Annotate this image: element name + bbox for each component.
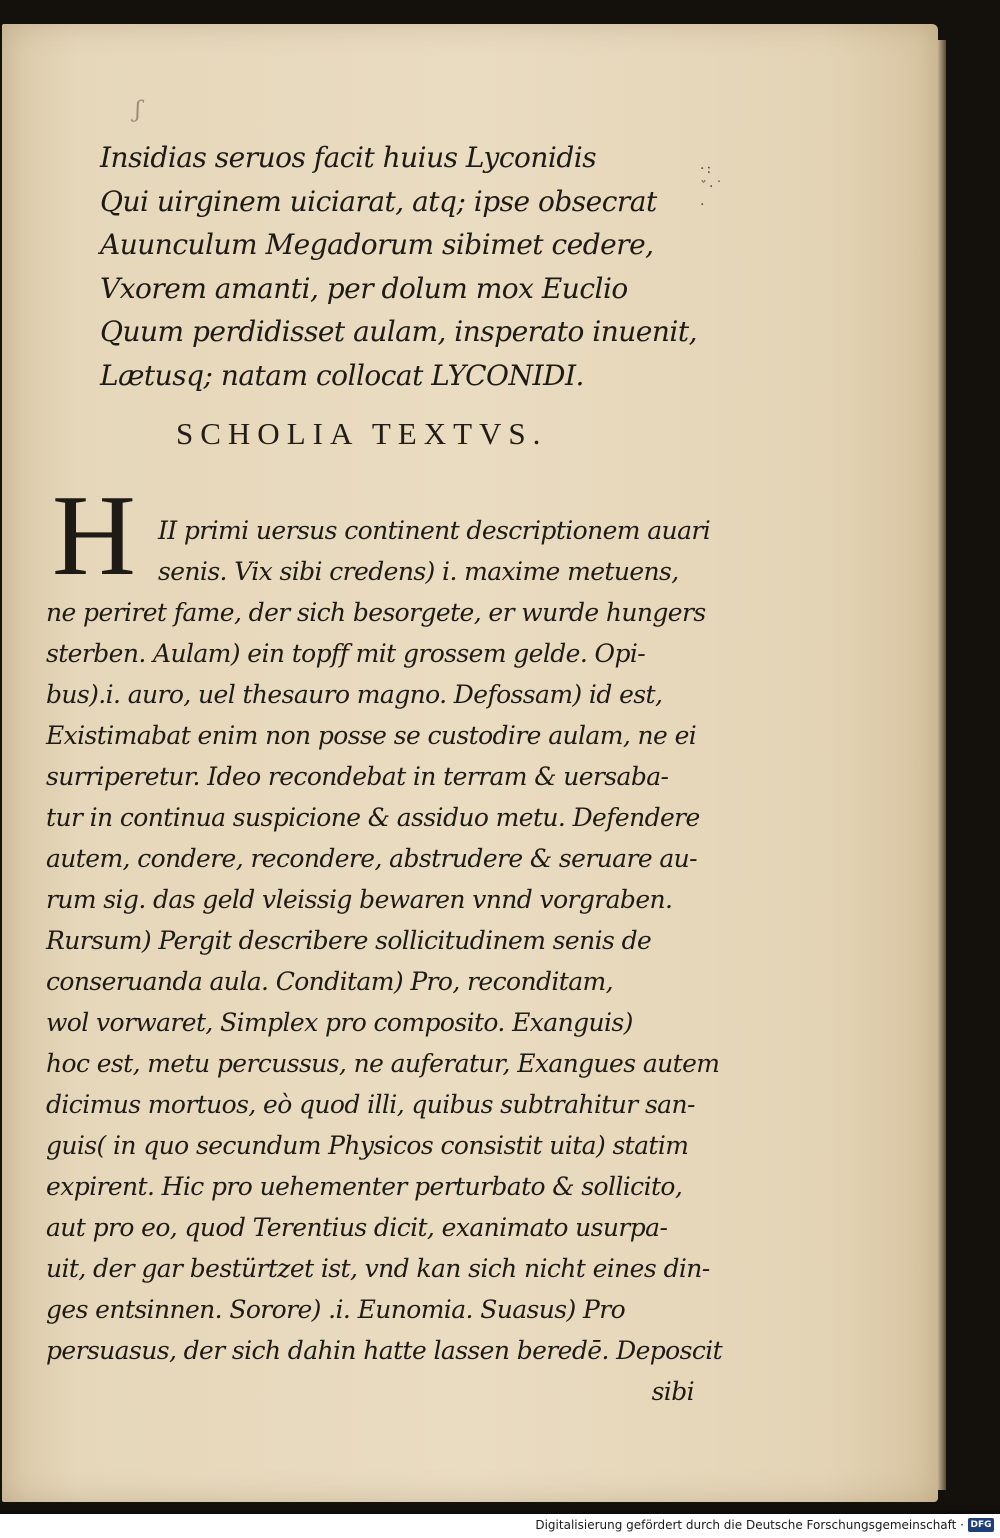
pencil-mark-icon: ʃ	[135, 98, 141, 123]
body-line: wol vorwaret, Simplex pro composito. Exanguis)	[46, 1008, 633, 1037]
argument-line: Vxorem amanti, per dolum mox Euclio	[100, 271, 628, 305]
body-line: dicimus mortuos, eò quod illi, quibus subtrahitur san-	[46, 1090, 695, 1119]
argument-line: Qui uirginem uiciarat, atq; ipse obsecrat	[100, 184, 657, 218]
body-line: conseruanda aula. Conditam) Pro, reconditam,	[46, 967, 613, 996]
argument-line: Quum perdidisset aulam, insperato inuenit,	[100, 315, 697, 348]
page-edge	[938, 40, 946, 1490]
argument-line: Lætusq; natam collocat LYCONIDI.	[100, 358, 584, 392]
body-line: sterben. Aulam) ein topff mit grossem gelde. Opi-	[46, 639, 646, 668]
section-heading: SCHOLIA TEXTVS.	[176, 416, 548, 451]
body-line: Existimabat enim non posse se custodire aulam, ne ei	[46, 721, 697, 750]
body-line: autem, condere, recondere, abstrudere & seruare au-	[46, 844, 698, 873]
scholia-text	[46, 510, 723, 1412]
dfg-logo-icon: DFG	[968, 1518, 994, 1532]
body-line: Rursum) Pergit describere sollicitudinem senis de	[46, 926, 652, 955]
body-line: rum sig. das geld vleissig bewaren vnnd vorgraben.	[46, 885, 673, 914]
body-line: hoc est, metu percussus, ne auferatur, Exangues autem	[46, 1049, 720, 1078]
drop-cap: H	[52, 472, 136, 600]
footer-bar	[0, 1514, 1000, 1538]
margin-mark-icon: ·: ˇ·˙ ·	[700, 161, 725, 213]
argument-line: Insidias seruos facit huius Lyconidis	[100, 141, 597, 174]
body-line: guis( in quo secundum Physicos consistit uita) statim	[46, 1131, 689, 1160]
body-line: expirent. Hic pro uehementer perturbato & sollicito,	[46, 1172, 683, 1201]
funding-credit: Digitalisierung gefördert durch die Deutsche Forschungsgemeinschaft ·	[535, 1518, 964, 1532]
body-line: surriperetur. Ideo recondebat in terram & uersaba-	[46, 762, 669, 791]
body-line: aut pro eo, quod Terentius dicit, exanimato usurpa-	[46, 1213, 668, 1242]
body-line: bus).i. auro, uel thesauro magno. Defossam) id est,	[46, 680, 663, 709]
body-line: uit, der gar bestürtzet ist, vnd kan sich nicht eines din-	[46, 1254, 710, 1283]
body-line: persuasus, der sich dahin hatte lassen beredē. Deposcit	[46, 1336, 723, 1365]
body-line: ges entsinnen. Sorore) .i. Eunomia. Suasus) Pro	[46, 1295, 626, 1324]
catchword: sibi	[651, 1377, 694, 1406]
body-line: senis. Vix sibi credens) i. maxime metuens,	[158, 557, 679, 586]
body-line: ne periret fame, der sich besorgete, er wurde hungers	[46, 598, 706, 627]
body-line: II primi uersus continent descriptionem auari	[158, 516, 711, 545]
argument-verses	[100, 136, 697, 397]
argument-line: Auunculum Megadorum sibimet cedere,	[100, 228, 654, 261]
body-line: tur in continua suspicione & assiduo metu. Defendere	[46, 803, 700, 832]
